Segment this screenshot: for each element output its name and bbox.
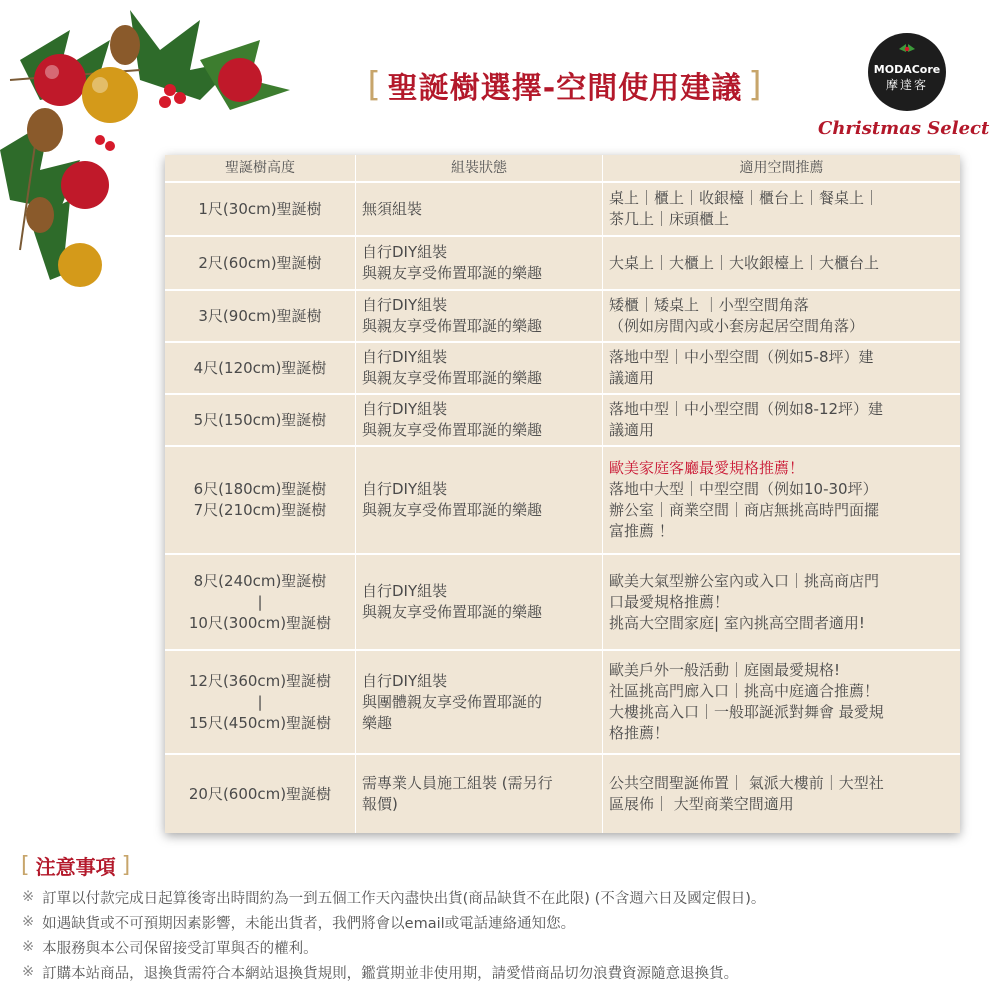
row-height: 20尺(600cm)聖誕樹: [188, 784, 332, 803]
table-row: [165, 555, 960, 651]
row-assembly: 無須組裝: [362, 199, 423, 218]
table-row: [165, 237, 960, 291]
table-row: [165, 291, 960, 343]
note-text: 訂購本站商品，退換貨需符合本網站退換貨規則，鑑賞期並非使用期，請愛惜商品切勿浪費資源隨意退換貨。: [42, 965, 739, 982]
row-space: 口最愛規格推薦！: [609, 592, 730, 611]
note-mark: ※: [22, 939, 35, 955]
table-header-row: [165, 155, 960, 183]
row-space: 歐美戶外一般活動｜庭園最愛規格!: [609, 661, 841, 679]
note-mark: ※: [22, 964, 35, 980]
row-assembly: 自行DIY組裝: [362, 582, 448, 600]
row-space: 公共空間聖誕佈置｜ 氣派大樓前｜大型社: [609, 774, 884, 792]
row-assembly: 與親友享受佈置耶誕的樂趣: [362, 369, 543, 387]
row-space-highlight: 歐美家庭客廳最愛規格推薦！: [609, 459, 805, 477]
table-row: [165, 395, 960, 447]
holly-leaf-icon: [898, 43, 916, 53]
note-text: 本服務與本公司保留接受訂單與否的權利。: [42, 940, 318, 957]
note-mark: ※: [22, 889, 35, 905]
row-space: 富推薦 ！: [609, 522, 674, 540]
row-assembly: 與親友享受佈置耶誕的樂趣: [362, 603, 543, 621]
row-height: 3尺(90cm)聖誕樹: [198, 306, 322, 325]
header-assembly: 組裝狀態: [355, 155, 602, 181]
note-item: [22, 885, 992, 909]
row-space: 大樓挑高入口｜一般耶誕派對舞會 最愛規: [609, 703, 884, 721]
row-space: （例如房間內或小套房起居空間角落）: [609, 317, 865, 335]
row-assembly: 與團體親友享受佈置耶誕的: [362, 692, 543, 711]
page-title-text: 聖誕樹選擇-空間使用建議: [387, 71, 743, 106]
row-height: 5尺(150cm)聖誕樹: [193, 410, 327, 429]
table-row: [165, 183, 960, 237]
row-assembly: 需專業人員施工組裝 (需另行: [362, 774, 553, 792]
table-row: [165, 343, 960, 395]
header-space: 適用空間推薦: [602, 155, 960, 181]
note-item: [22, 935, 992, 959]
row-space: 大桌上｜大櫃上｜大收銀檯上｜大櫃台上: [609, 253, 880, 272]
row-height: 15尺(450cm)聖誕樹: [188, 713, 332, 732]
row-space: 落地中型｜中小型空間（例如5-8坪）建: [609, 348, 874, 366]
row-height: 4尺(120cm)聖誕樹: [193, 358, 327, 377]
row-space: 落地中型｜中小型空間（例如8-12坪）建: [609, 400, 884, 418]
row-space: 落地中大型｜中型空間（例如10-30坪）: [609, 480, 878, 498]
row-assembly: 自行DIY組裝: [362, 296, 448, 314]
row-space: 挑高大空間家庭| 室內挑高空間者適用!: [609, 613, 865, 632]
logo-brand-text: MODACore: [873, 63, 941, 76]
row-assembly: 與親友享受佈置耶誕的樂趣: [362, 264, 543, 282]
row-space: 議適用: [609, 421, 655, 439]
note-item: [22, 960, 992, 984]
christmas-select-script: Christmas Select: [818, 118, 990, 139]
row-assembly: 自行DIY組裝: [362, 400, 448, 418]
note-item: [22, 910, 992, 934]
row-space: 格推薦！: [609, 724, 670, 742]
row-space: 議適用: [609, 369, 655, 387]
table-row: [165, 447, 960, 555]
row-height: 8尺(240cm)聖誕樹: [193, 571, 327, 590]
row-assembly: 自行DIY組裝: [362, 243, 448, 261]
row-assembly: 樂趣: [362, 713, 393, 732]
note-text: 訂單以付款完成日起算後寄出時間約為一到五個工作天內盡快出貨(商品缺貨不在此限) (不含週六日及國定假日)。: [42, 890, 766, 907]
note-text: 如遇缺貨或不可預期因素影響，未能出貨者，我們將會以email或電話連絡通知您。: [42, 915, 576, 932]
row-height: 6尺(180cm)聖誕樹: [193, 480, 327, 498]
row-space: 歐美大氣型辦公室內或入口｜挑高商店門: [609, 571, 880, 590]
notes-bracket-left: [: [21, 852, 30, 878]
note-mark: ※: [22, 914, 35, 930]
row-space: 社區挑高門廊入口｜挑高中庭適合推薦！: [609, 682, 880, 700]
row-space: 茶几上｜床頭櫃上: [609, 210, 730, 228]
notes-heading: [15, 850, 136, 880]
row-height-separator: |: [257, 692, 263, 711]
notes-bracket-right: ]: [121, 852, 131, 878]
row-assembly: 與親友享受佈置耶誕的樂趣: [362, 317, 543, 335]
row-assembly: 自行DIY組裝: [362, 671, 448, 690]
table-row: [165, 651, 960, 755]
table-row: [165, 755, 960, 833]
row-assembly: 自行DIY組裝: [362, 348, 448, 366]
header-height: 聖誕樹高度: [225, 159, 295, 176]
page-title: [330, 60, 800, 110]
notes-heading-text: 注意事項: [35, 854, 116, 879]
brand-logo: [868, 33, 946, 111]
row-assembly: 與親友享受佈置耶誕的樂趣: [362, 421, 543, 439]
title-bracket-left: [: [367, 65, 382, 105]
row-assembly: 自行DIY組裝: [362, 480, 448, 498]
tree-size-table: [165, 155, 960, 833]
row-assembly: 報價): [362, 795, 398, 813]
row-height: 2尺(60cm)聖誕樹: [198, 253, 322, 272]
row-height: 1尺(30cm)聖誕樹: [198, 199, 322, 218]
row-space: 區展佈｜ 大型商業空間適用: [609, 795, 794, 813]
row-space: 矮櫃｜矮桌上 ｜小型空間角落: [609, 296, 809, 314]
row-space: 桌上｜櫃上｜收銀檯｜櫃台上｜餐桌上｜: [609, 189, 880, 207]
row-assembly: 與親友享受佈置耶誕的樂趣: [362, 501, 543, 519]
row-space: 辦公室｜商業空間｜商店無挑高時門面擺: [609, 501, 880, 519]
row-height: 12尺(360cm)聖誕樹: [188, 671, 332, 690]
title-bracket-right: ]: [748, 65, 763, 105]
row-height: 10尺(300cm)聖誕樹: [188, 613, 332, 632]
row-height-separator: |: [257, 592, 263, 611]
logo-sub-text: 摩達客: [885, 78, 928, 92]
row-height: 7尺(210cm)聖誕樹: [193, 501, 327, 519]
